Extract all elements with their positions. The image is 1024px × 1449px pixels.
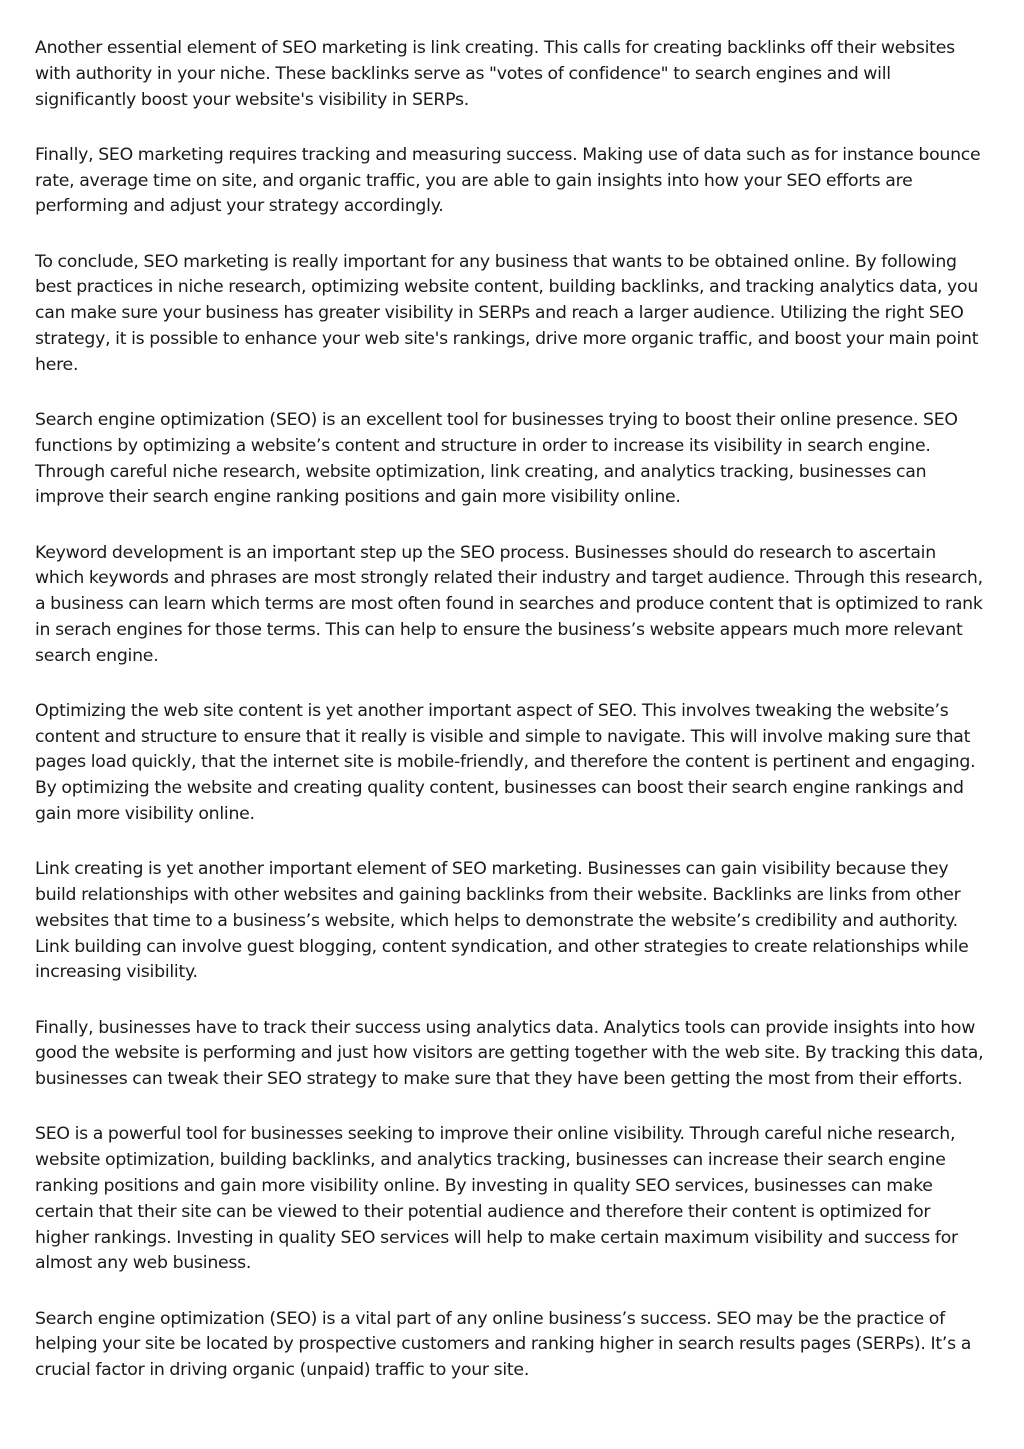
paragraph-seo-vital-part: Search engine optimization (SEO) is a vital part of any online business’s success. SEO may be the practice of helping your site be located by prospective customers and ranking higher in search results pages (SERPs). It’s a crucial factor in driving organic (unpaid) traffic to your site. [35, 1308, 972, 1381]
paragraph-link-creating: Another essential element of SEO marketing is link creating. This calls for creating backlinks off their websites with authority in your niche. These backlinks serve as "votes of confidence" to search engines and will significantly boost your website's visibility in SERPs. [35, 38, 955, 110]
paragraph-keyword-development: Keyword development is an important step up the SEO process. Businesses should do research to ascertain which keywords and phrases are most strongly related their industry and target audience. Through this research, a business can learn which terms are most often found in searches and produce content that is optimized to rank in serach engines for those terms. This can help to ensure the business’s website appears much more relevant search engine. [35, 542, 983, 666]
paragraph-seo-intro: Search engine optimization (SEO) is an excellent tool for businesses trying to boost their online presence. SEO functions by optimizing a website’s content and structure in order to increase its visibility in search engine. Through careful niche research, website optimization, link creating, and analytics tracking, businesses can improve their search engine ranking positions and gain more visibility online. [35, 409, 958, 508]
paragraph-conclusion: To conclude, SEO marketing is really important for any business that wants to be obtained online. By following best practices in niche research, optimizing website content, building backlinks, and tracking analytics data, you can make sure your business has greater visibility in SERPs and reach a larger audience. Utilizing the right SEO strategy, it is possible to enhance your web site's rankings, drive more organic traffic, and boost your main point here. [35, 251, 979, 375]
paragraph-analytics-tracking: Finally, businesses have to track their success using analytics data. Analytics tools can provide insights into how good the website is performing and just how visitors are getting together with the web site. By tracking this data, businesses can tweak their SEO strategy to make sure that they have been getting the most from their efforts. [35, 1017, 984, 1090]
paragraph-tracking-success: Finally, SEO marketing requires tracking and measuring success. Making use of data such as for instance bounce rate, average time on site, and organic traffic, you are able to gain insights into how your SEO efforts are performing and adjust your strategy accordingly. [35, 144, 981, 217]
paragraph-link-building: Link creating is yet another important element of SEO marketing. Businesses can gain visibility because they build relationships with other websites and gaining backlinks from their website. Backlinks are links from other websites that time to a business’s website, which helps to demonstrate the website’s credibility and authority. Link building can involve guest blogging, content syndication, and other strategies to create relationships while increasing visibility. [35, 859, 969, 983]
paragraph-seo-powerful-tool: SEO is a powerful tool for businesses seeking to improve their online visibility. Through careful niche research, website optimization, building backlinks, and analytics tracking, businesses can increase their search engine ranking positions and gain more visibility online. By investing in quality SEO services, businesses can make certain that their site can be viewed to their potential audience and therefore their content is optimized for higher rankings. Investing in quality SEO services will help to make certain maximum visibility and success for almost any web business. [35, 1124, 958, 1274]
paragraph-content-optimization: Optimizing the web site content is yet another important aspect of SEO. This involves tweaking the website’s content and structure to ensure that it really is visible and simple to navigate. This will involve making sure that pages load quickly, that the internet site is mobile-friendly, and therefore the content is pertinent and engaging. By optimizing the website and creating quality content, businesses can boost their search engine rankings and gain more visibility online. [35, 700, 976, 825]
